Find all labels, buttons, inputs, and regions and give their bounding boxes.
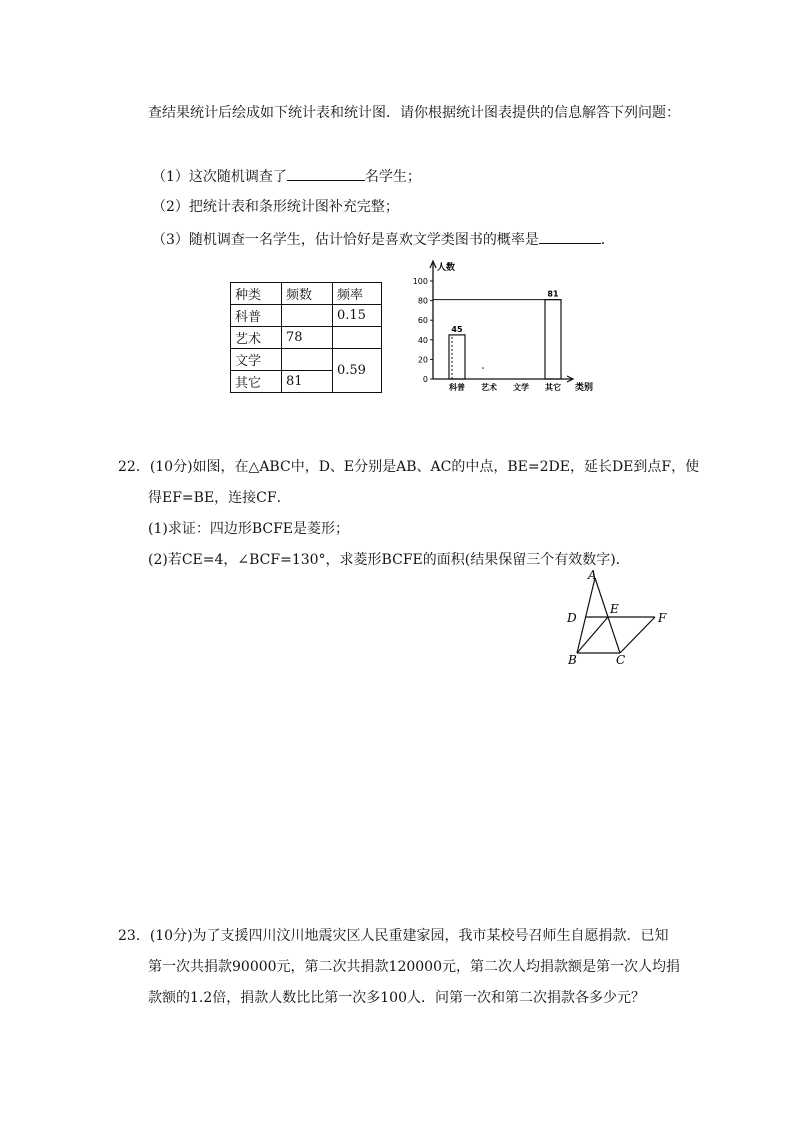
cell-count	[282, 349, 333, 371]
frequency-table	[230, 282, 382, 393]
q21-part3	[152, 229, 615, 249]
header-count: 频数	[282, 283, 333, 305]
q21-part1-blank[interactable]	[287, 166, 365, 181]
y-tick-label: 40	[417, 335, 428, 345]
cell-rate	[333, 327, 382, 349]
bar-data-label: 45	[451, 324, 463, 334]
q23-line1: 23．(10分)为了支援四川汶川地震灾区人民重建家园，我市某校号召师生自愿捐款．已知	[118, 928, 669, 944]
table-row	[231, 349, 382, 371]
q21-part3-prefix: （3）随机调查一名学生，估计恰好是喜欢文学类图书的概率是	[152, 232, 539, 248]
cell-kind: 艺术	[231, 327, 282, 349]
y-tick-label: 60	[417, 316, 428, 326]
point-label-f: F	[658, 611, 667, 625]
cell-merged-rate: 0.59	[333, 349, 382, 393]
rhombus-figure	[560, 568, 675, 668]
cell-kind: 文学	[231, 349, 282, 371]
q22-line1: 22．(10分)如图，在△ABC中，D、E分别是AB、AC的中点，BE=2DE，延长DE到点F，使	[118, 459, 700, 475]
table-row	[231, 327, 382, 349]
q21-part1	[152, 166, 421, 186]
q21-part3-suffix: ．	[600, 232, 615, 248]
header-rate: 频率	[333, 283, 382, 305]
cell-rate: 0.15	[333, 305, 382, 327]
q21-part1-suffix: 名学生；	[364, 169, 421, 185]
y-tick-label: 100	[412, 277, 428, 286]
x-axis-label: 类别	[575, 383, 594, 393]
y-tick-label: 80	[417, 296, 428, 306]
cell-count	[282, 305, 333, 327]
cell-count: 81	[282, 371, 333, 393]
point-label-e: E	[610, 602, 619, 616]
bar	[449, 335, 465, 379]
y-axis-label: 人数	[437, 263, 456, 273]
x-tick-label: 其它	[545, 383, 561, 392]
x-tick-label: 科普	[449, 383, 465, 392]
point-label-c: C	[616, 653, 626, 667]
cell-kind: 其它	[231, 371, 282, 393]
x-tick-label: 艺术	[481, 383, 497, 392]
q22-line2: 得EF=BE，连接CF．	[148, 490, 291, 506]
point-label-d: D	[567, 611, 577, 625]
q22-line4: (2)若CE=4，∠BCF=130°，求菱形BCFE的面积(结果保留三个有效数字)．	[148, 552, 630, 568]
q22-line3: (1)求证：四边形BCFE是菱形；	[148, 521, 350, 537]
q23-line3: 款额的1.2倍，捐款人数比比第一次多100人．问第一次和第二次捐款各多少元？	[148, 990, 645, 1006]
point-label-b: B	[568, 653, 577, 667]
intro-text: 查结果统计后绘成如下统计表和统计图．请你根据统计图表提供的信息解答下列问题：	[148, 105, 680, 121]
table-row	[231, 305, 382, 327]
cell-count: 78	[282, 327, 333, 349]
x-tick-label: 文学	[513, 383, 529, 392]
stray-dot	[482, 367, 484, 369]
q21-part1-prefix: （1）这次随机调查了	[152, 169, 287, 185]
bar-data-label: 81	[547, 289, 559, 299]
segment-cf	[620, 617, 655, 653]
y-tick-label: 20	[417, 355, 428, 365]
bar	[545, 300, 561, 379]
y-tick-label: 0	[422, 375, 428, 384]
q21-part2: （2）把统计表和条形统计图补充完整；	[152, 199, 399, 215]
cell-kind: 科普	[231, 305, 282, 327]
point-label-a: A	[588, 568, 597, 582]
q23-line2: 第一次共捐款90000元，第二次共捐款120000元，第二次人均捐款额是第一次人均捐	[148, 959, 680, 975]
bar-chart	[405, 255, 600, 400]
header-kind: 种类	[231, 283, 282, 305]
q21-part3-blank[interactable]	[539, 229, 601, 244]
table-header-row	[231, 283, 382, 305]
